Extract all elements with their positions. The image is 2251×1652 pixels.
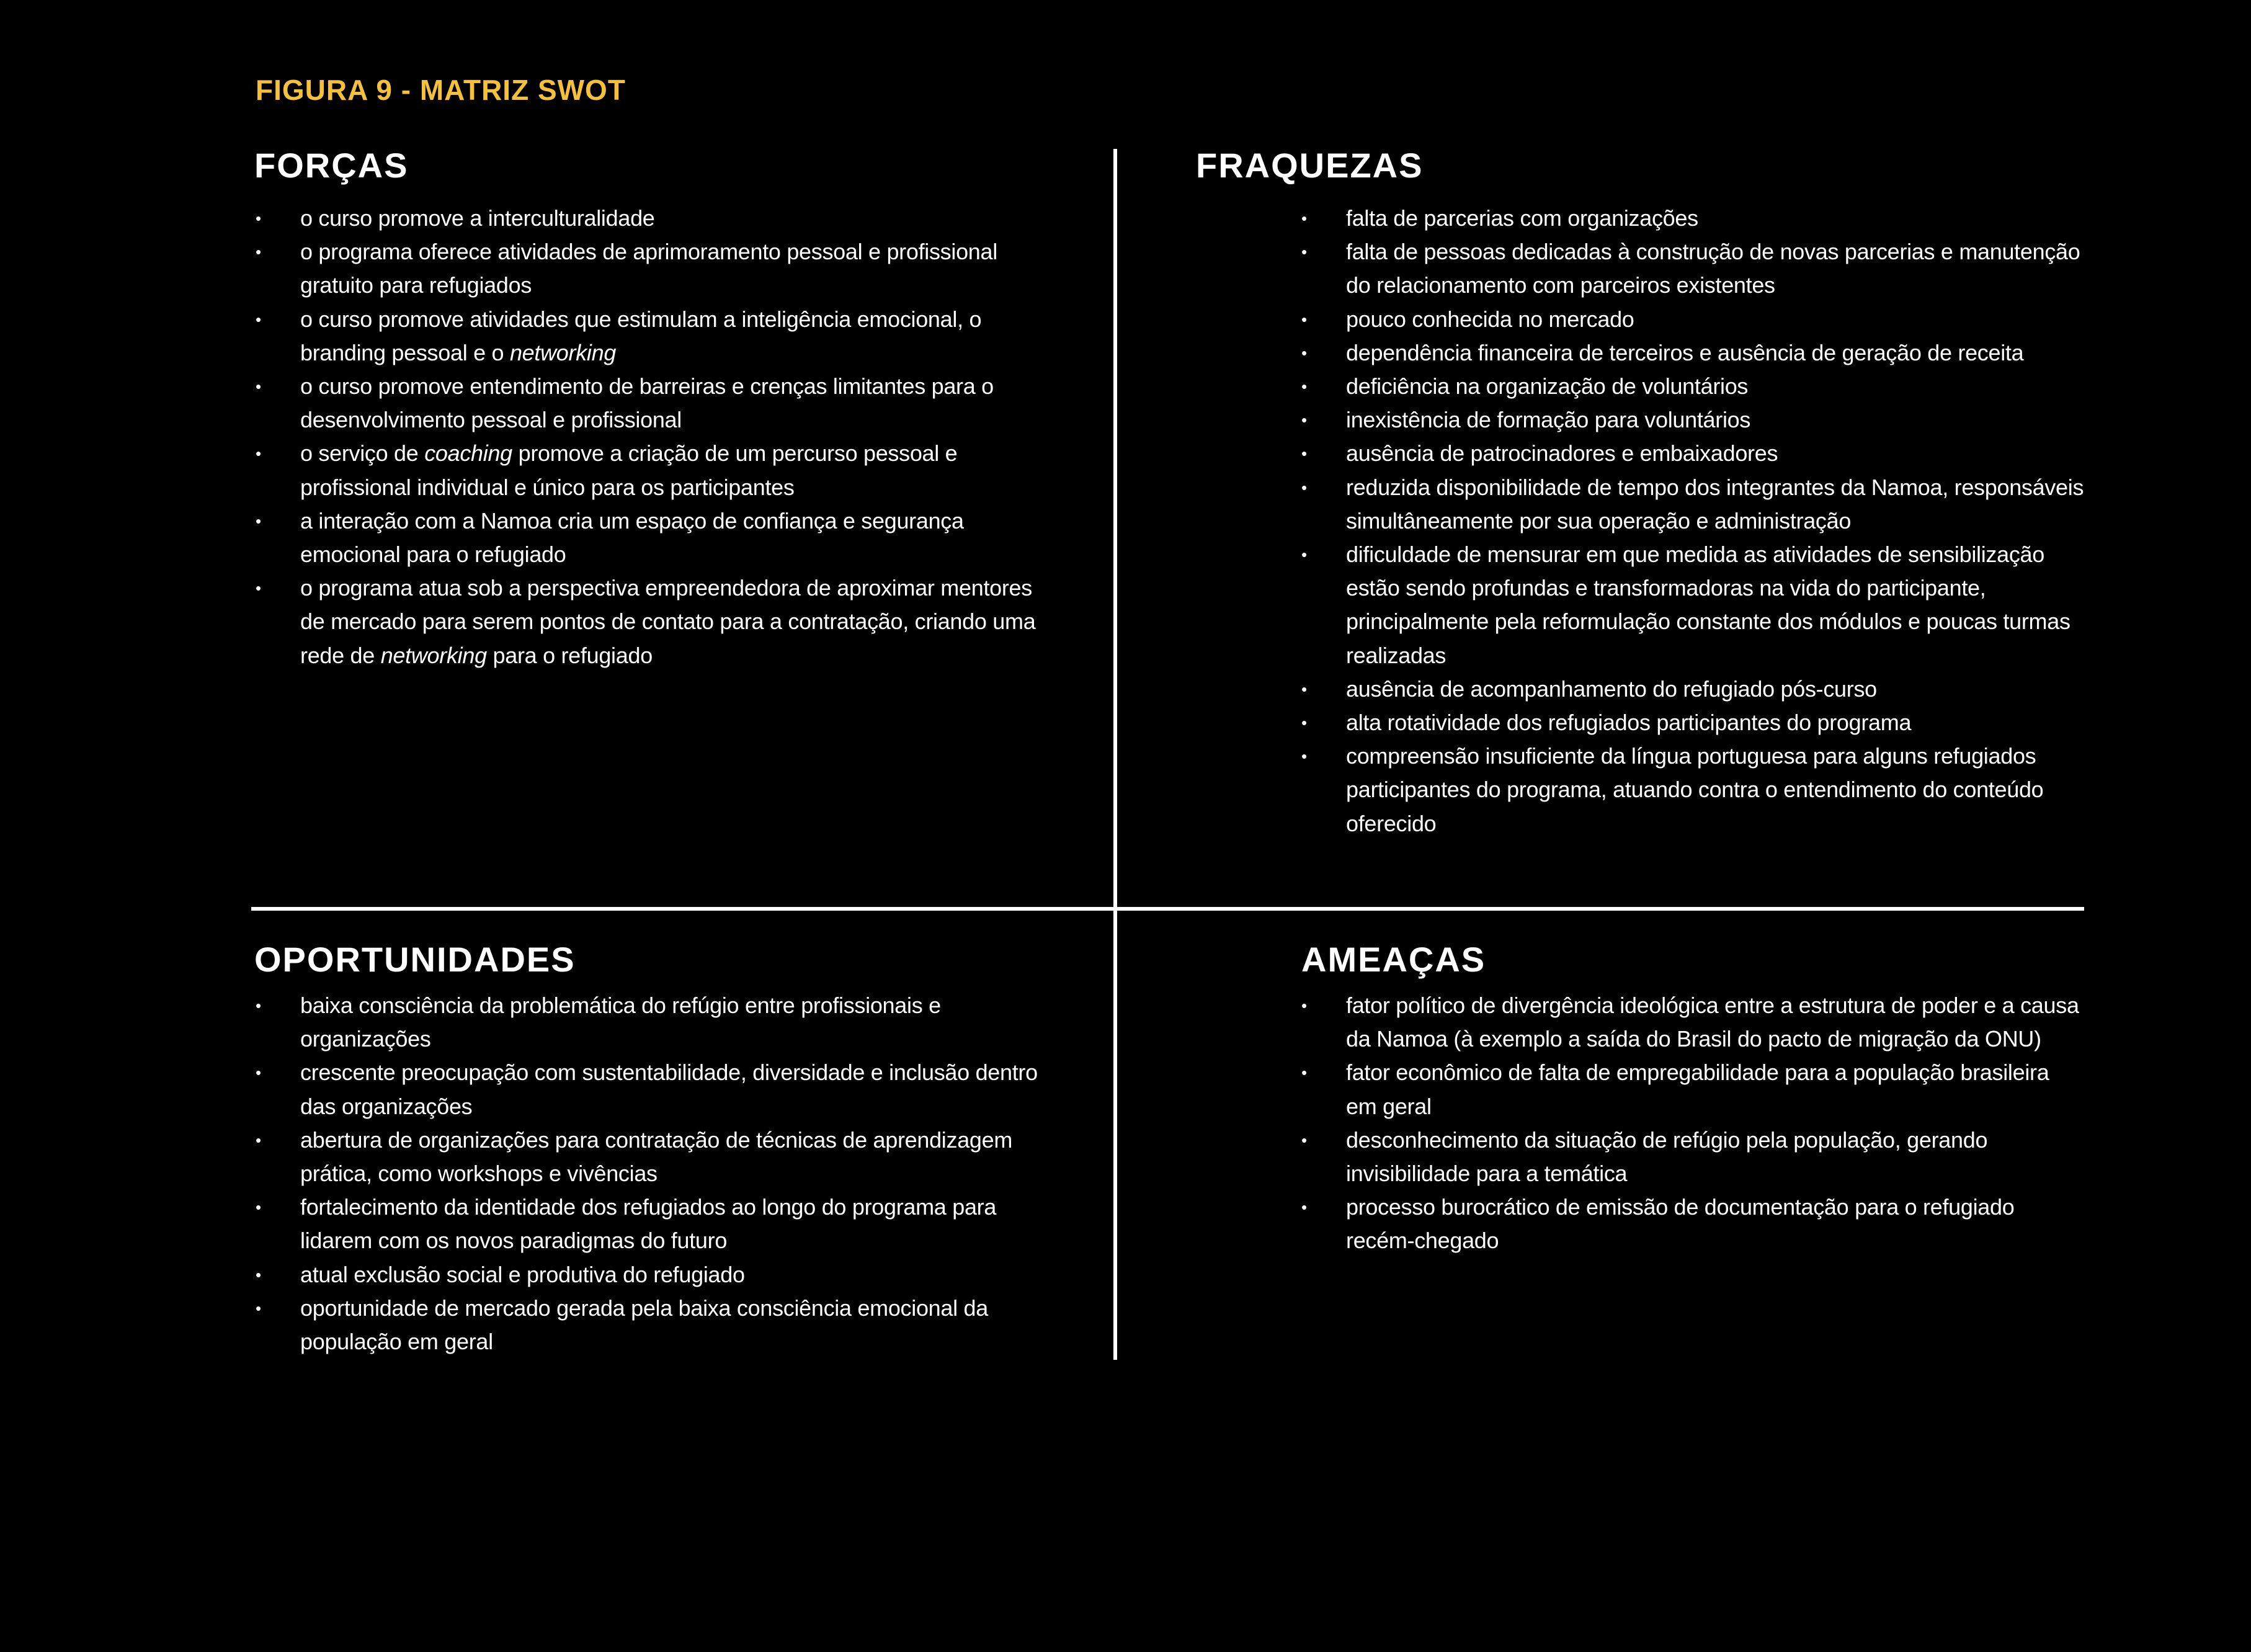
item-text: o curso promove atividades que estimulam a inteligência emocional, o branding pessoal e o: [300, 306, 982, 365]
list-item: [1301, 471, 2084, 538]
vertical-divider: [1113, 149, 1117, 1360]
item-text: alta rotatividade dos refugiados participantes do programa: [1346, 710, 1912, 736]
list-item: [256, 1123, 1043, 1190]
heading-forcas: FORÇAS: [254, 146, 409, 185]
item-text: processo burocrático de emissão de documentação para o refugiado recém-chegado: [1346, 1194, 2015, 1254]
item-text: para o refugiado: [486, 642, 653, 668]
italic-term: coaching: [424, 440, 512, 467]
list-item: [256, 303, 1043, 370]
item-text: desconhecimento da situação de refúgio pela população, gerando invisibilidade para a temática: [1346, 1127, 1988, 1187]
list-item: [1301, 403, 2084, 437]
list-item: [1301, 706, 2084, 739]
item-text: inexistência de formação para voluntários: [1346, 407, 1751, 433]
item-text: falta de parcerias com organizações: [1346, 205, 1698, 231]
heading-fraquezas: FRAQUEZAS: [1196, 146, 1424, 185]
list-item: [256, 370, 1043, 437]
list-item: [256, 235, 1043, 302]
list-item: [1301, 370, 2084, 403]
item-text: abertura de organizações para contratação de técnicas de aprendizagem prática, como workshops e vivências: [300, 1127, 1013, 1187]
list-item: [256, 1056, 1043, 1123]
heading-ameacas: AMEAÇAS: [1301, 940, 1486, 979]
item-text: promove a criação de um percurso pessoal e profissional individual e único para os participantes: [300, 440, 958, 500]
list-item: [1301, 202, 2084, 235]
item-text: deficiência na organização de voluntários: [1346, 373, 1749, 400]
list-ameacas: [1301, 989, 2084, 1258]
item-text: ausência de patrocinadores e embaixadores: [1346, 440, 1778, 467]
list-item: [1301, 538, 2084, 672]
list-item: [1301, 303, 2084, 336]
heading-oportunidades: OPORTUNIDADES: [254, 940, 576, 979]
list-item: [1301, 437, 2084, 470]
figure-title: FIGURA 9 - MATRIZ SWOT: [256, 74, 626, 106]
list-item: [1301, 989, 2084, 1056]
list-item: [1301, 336, 2084, 370]
item-text: dependência financeira de terceiros e ausência de geração de receita: [1346, 339, 2024, 365]
italic-term: networking: [380, 642, 487, 668]
list-item: [1301, 672, 2084, 706]
list-fraquezas: [1301, 202, 2084, 841]
item-text: fator político de divergência ideológica entre a estrutura de poder e a causa da Namoa (à exemplo a saída do Brasil do pacto de migração da ONU): [1346, 993, 2079, 1052]
item-text: compreensão insuficiente da língua portuguesa para alguns refugiados participantes do programa, atuando contra o entendimento do conteúdo oferecido: [1346, 743, 2044, 836]
item-text: oportunidade de mercado gerada pela baixa consciência emocional da população em geral: [300, 1295, 988, 1355]
list-item: [1301, 1056, 2084, 1123]
item-text: o serviço de: [300, 440, 425, 467]
item-text: fator econômico de falta de empregabilidade para a população brasileira em geral: [1346, 1060, 2049, 1119]
item-text: o curso promove a interculturalidade: [300, 205, 655, 231]
italic-term: networking: [509, 339, 617, 365]
list-item: [1301, 235, 2084, 302]
item-text: crescente preocupação com sustentabilidade, diversidade e inclusão dentro das organizações: [300, 1060, 1038, 1119]
list-item: [256, 989, 1043, 1056]
horizontal-divider: [251, 907, 2084, 911]
list-oportunidades: [256, 989, 1043, 1359]
item-text: dificuldade de mensurar em que medida as atividades de sensibilização estão sendo profundas e transformadoras na vida do participante, principalmente pela reformulação constante dos módulos e poucas turmas realizadas: [1346, 542, 2070, 668]
list-item: [256, 504, 1043, 571]
item-text: a interação com a Namoa cria um espaço de confiança e segurança emocional para o refugiado: [300, 507, 964, 568]
item-text: baixa consciência da problemática do refúgio entre profissionais e organizações: [300, 993, 941, 1052]
item-text: atual exclusão social e produtiva do refugiado: [300, 1261, 745, 1287]
list-item: [256, 437, 1043, 504]
list-item: [256, 202, 1043, 235]
item-text: ausência de acompanhamento do refugiado pós-curso: [1346, 676, 1877, 702]
item-text: reduzida disponibilidade de tempo dos integrantes da Namoa, responsáveis simultâneamente por sua operação e administração: [1346, 474, 2084, 534]
list-item: [256, 1292, 1043, 1359]
item-text: fortalecimento da identidade dos refugiados ao longo do programa para lidarem com os novos paradigmas do futuro: [300, 1194, 997, 1254]
item-text: falta de pessoas dedicadas à construção de novas parcerias e manutenção do relacionamento com parceiros existentes: [1346, 239, 2080, 298]
list-forcas: [256, 202, 1043, 672]
list-item: [1301, 1190, 2084, 1257]
list-item: [1301, 739, 2084, 841]
list-item: [256, 1258, 1043, 1292]
item-text: o programa oferece atividades de aprimoramento pessoal e profissional gratuito para refugiados: [300, 239, 997, 298]
list-item: [256, 571, 1043, 672]
item-text: pouco conhecida no mercado: [1346, 306, 1634, 332]
list-item: [1301, 1123, 2084, 1190]
item-text: o programa atua sob a perspectiva empreendedora de aproximar mentores de mercado para serem pontos de contato para a contratação, criando uma rede de: [300, 575, 1036, 668]
list-item: [256, 1190, 1043, 1257]
item-text: o curso promove entendimento de barreiras e crenças limitantes para o desenvolvimento pessoal e profissional: [300, 373, 994, 433]
